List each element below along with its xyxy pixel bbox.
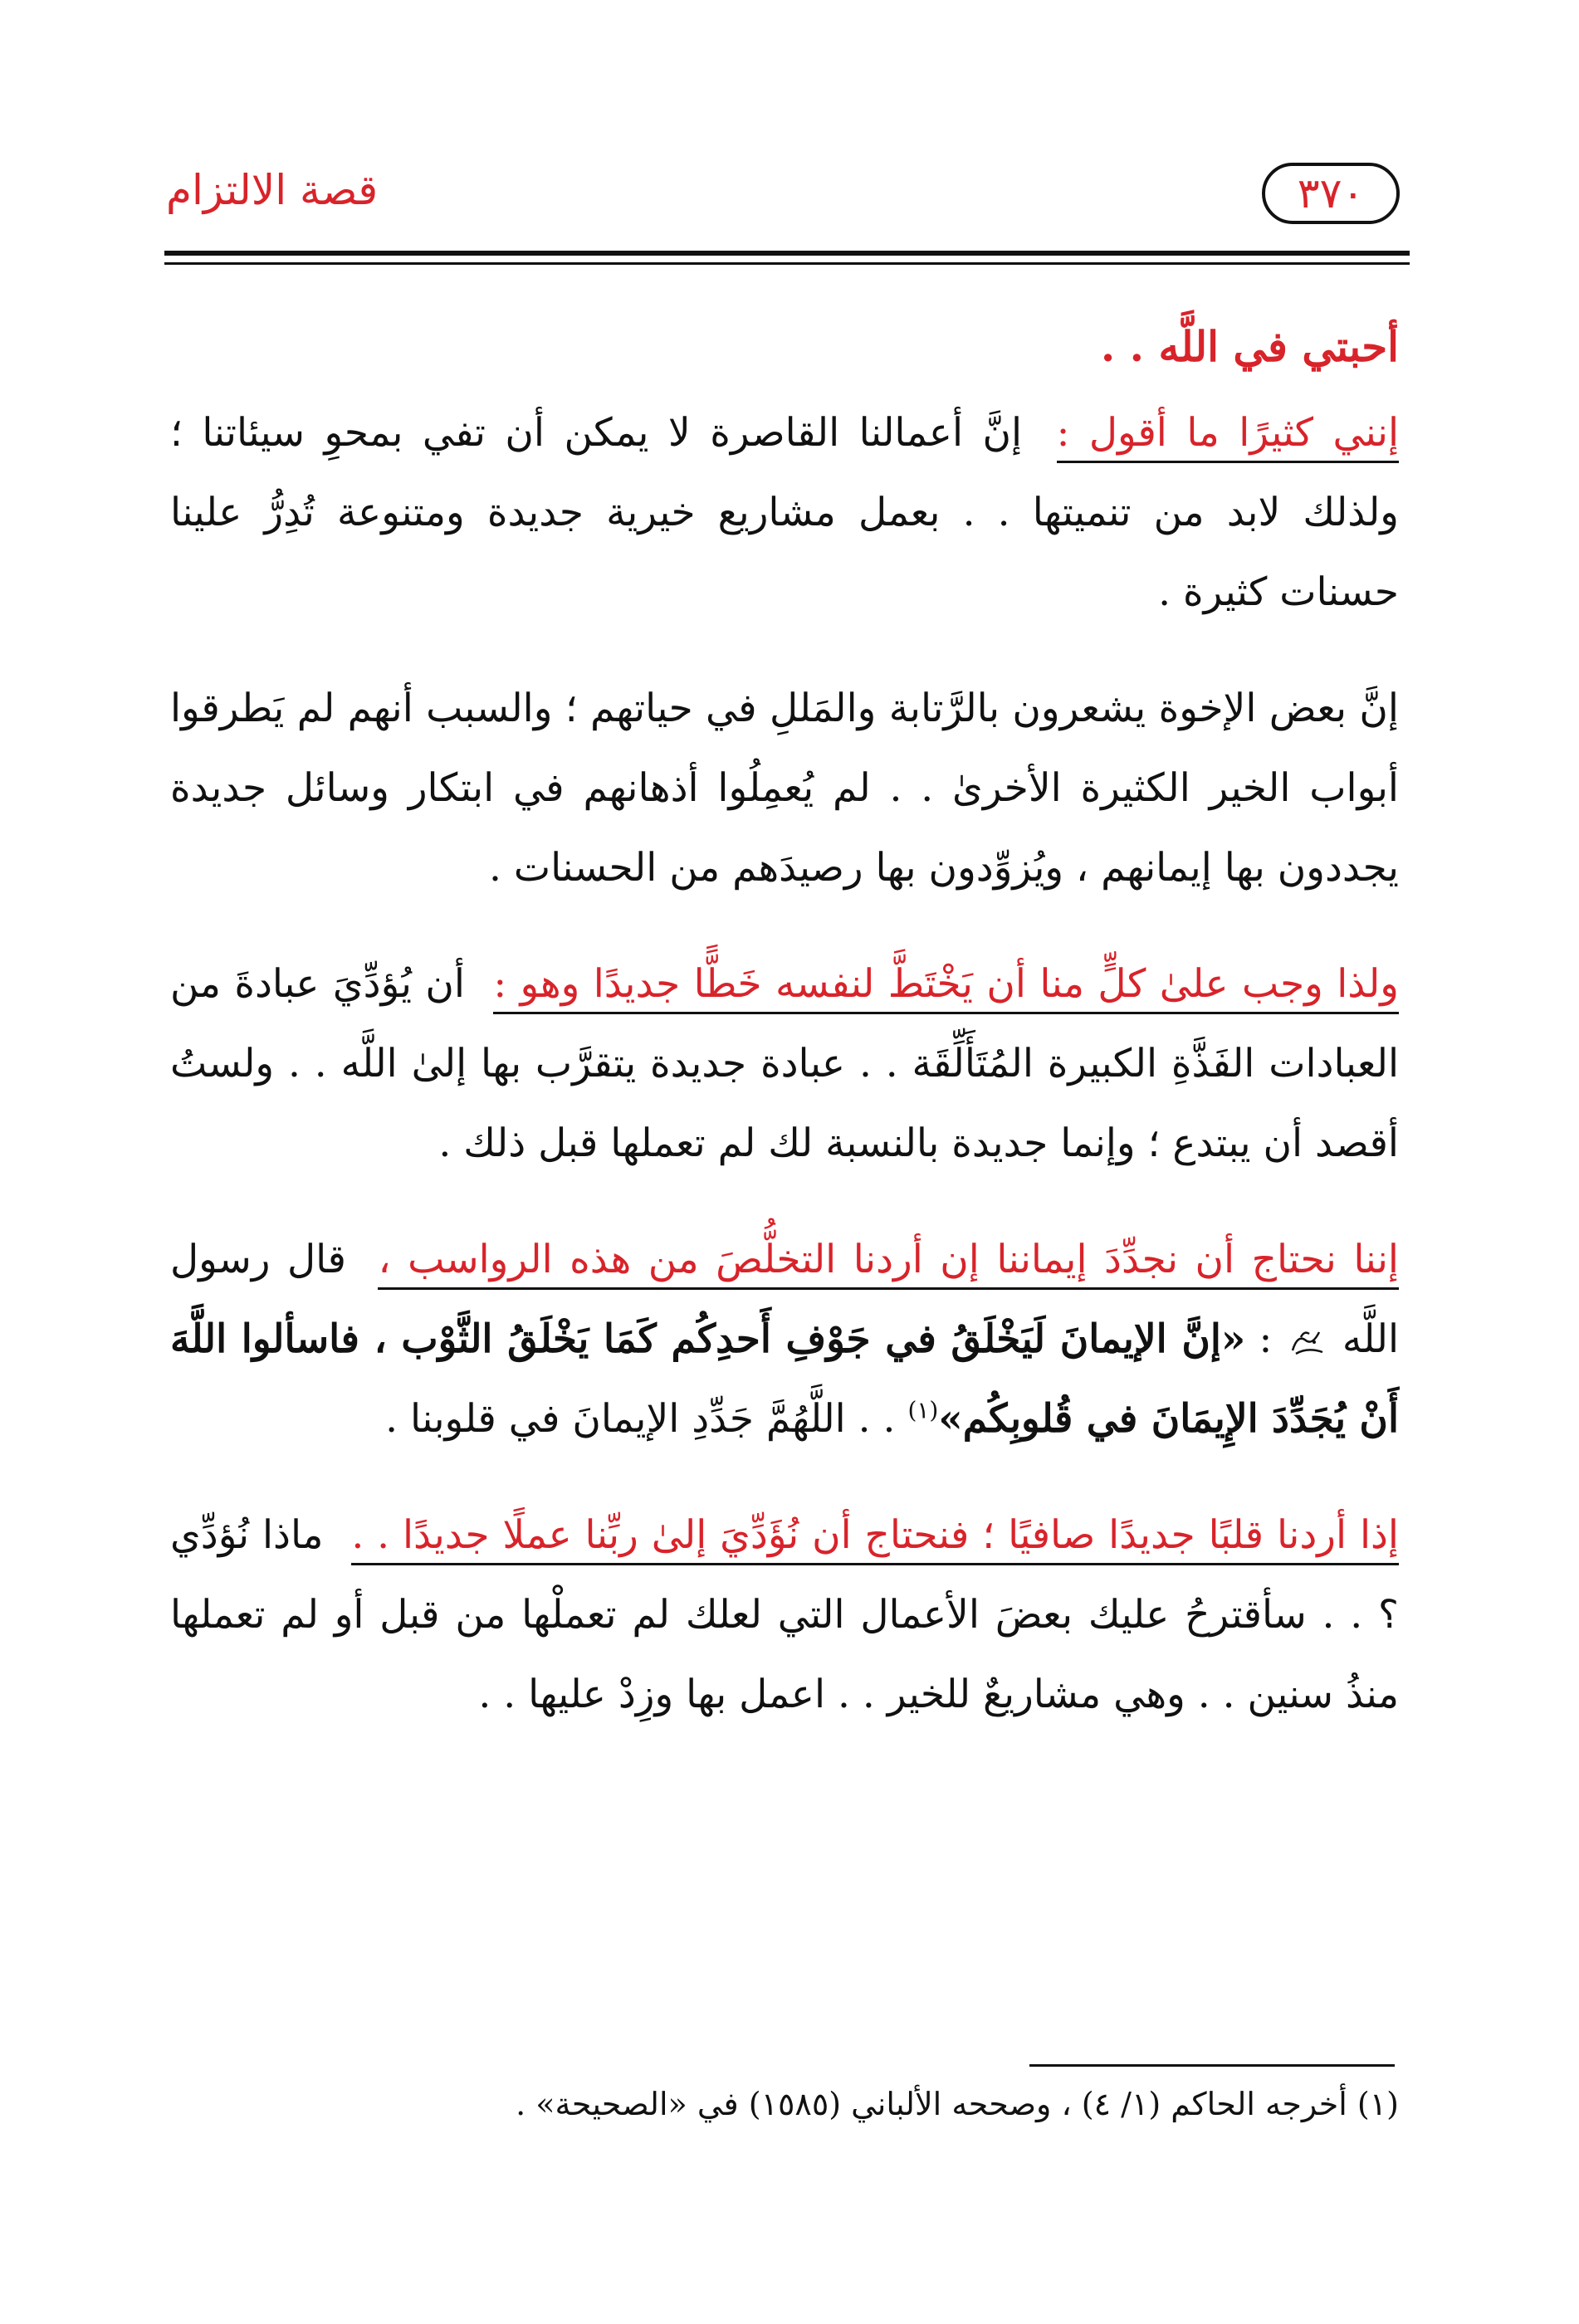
paragraph-1 (170, 393, 1399, 632)
page-body (170, 307, 1399, 1735)
paragraph-gap (170, 632, 1399, 669)
paragraph-5-lead: إذا أردنا قلبًا جديدًا صافيًا ؛ فنحتاج أن نُؤَدِّيَ إلىٰ ربِّنا عملًا جديدًا . . (351, 1512, 1399, 1565)
paragraph-gap (170, 1184, 1399, 1220)
paragraph-5 (170, 1496, 1399, 1735)
header-rule-thick (164, 251, 1410, 256)
page-number: ٣٧٠ (1297, 169, 1365, 217)
paragraph-gap (170, 1459, 1399, 1496)
paragraph-3-lead: ولذا وجب علىٰ كلٍّ منا أن يَخْتَطَّ لنفسه خَطًّا جديدًا وهو : (493, 961, 1399, 1014)
paragraph-gap (170, 908, 1399, 945)
paragraph-4-text-b: : (1259, 1316, 1273, 1362)
paragraph-1-text: إنَّ أعمالنا القاصرة لا يمكن أن تفي بمحوِ سيئاتنا ؛ ولذلك لابد من تنميتها . . بعمل مشاريع خيرية جديدة ومتنوعة تُدِرُّ علينا حسنات كثيرة . (170, 410, 1399, 615)
page-number-badge (1262, 163, 1400, 224)
footnote-rule (1029, 2064, 1395, 2067)
section-heading: أحبتي في اللَّه . . (1100, 322, 1399, 371)
paragraph-4-lead: إننا نحتاج أن نجدِّدَ إيماننا إن أردنا التخلُّصَ من هذه الرواسب ، (378, 1237, 1399, 1290)
paragraph-4-text-a: قال رسول اللَّه (170, 1237, 1399, 1362)
paragraph-5-text: ماذا نُؤدِّي ؟ . . سأقترحُ عليك بعضَ الأعمال التي لعلك لم تعملْها من قبل أو لم تعملها منذُ سنين . . وهي مشاريعٌ للخير . . اعمل بها وزِدْ عليها . . (170, 1512, 1399, 1717)
paragraph-4-text-c: . . اللَّهُمَّ جَدِّدِ الإيمانَ في قلوبنا . (385, 1396, 896, 1442)
footnote-reference: (١) (907, 1396, 939, 1424)
paragraph-1-lead: إنني كثيرًا ما أقول : (1057, 410, 1399, 463)
paragraph-2: إنَّ بعض الإخوة يشعرون بالرَّتابة والمَللِ في حياتهم ؛ والسبب أنهم لم يَطرقوا أبواب الخير الكثيرة الأخرىٰ . . لم يُعمِلُوا أذهانهم في ابتكار وسائل جديدة يجددون بها إيمانهم ، ويُزوِّدون بها رصيدَهم من الحسنات . (170, 686, 1399, 891)
paragraph-3-text: أن يُؤدِّيَ عبادةَ من العبادات الفَذَّةِ الكبيرة المُتَأَلِّقَة . . عبادة جديدة يتقرَّب بها إلىٰ اللَّه . . ولستُ أقصد أن يبتدع ؛ وإنما جديدة بالنسبة لك لم تعملها قبل ذلك . (170, 961, 1399, 1166)
footnote: (١) أخرجه الحاكم (١/ ٤) ، وصححه الألباني (١٥٨٥) في «الصحيحة» . (516, 2086, 1399, 2122)
paragraph-3 (170, 945, 1399, 1184)
hadith-quote: «إنَّ الإيمانَ لَيَخْلَقُ في جَوْفِ أَحدِكُم كَمَا يَخْلَقُ الثَّوْب ، فاسألوا اللَّهَ أَنْ يُجَدِّدَ الإِيمَانَ في قُلوبِكُم» (170, 1316, 1399, 1442)
paragraph-4 (170, 1220, 1399, 1459)
salawat-calligraphy-icon (1289, 1326, 1326, 1359)
header-rule-thin (164, 262, 1410, 265)
running-title: قصة الالتزام (166, 166, 379, 214)
